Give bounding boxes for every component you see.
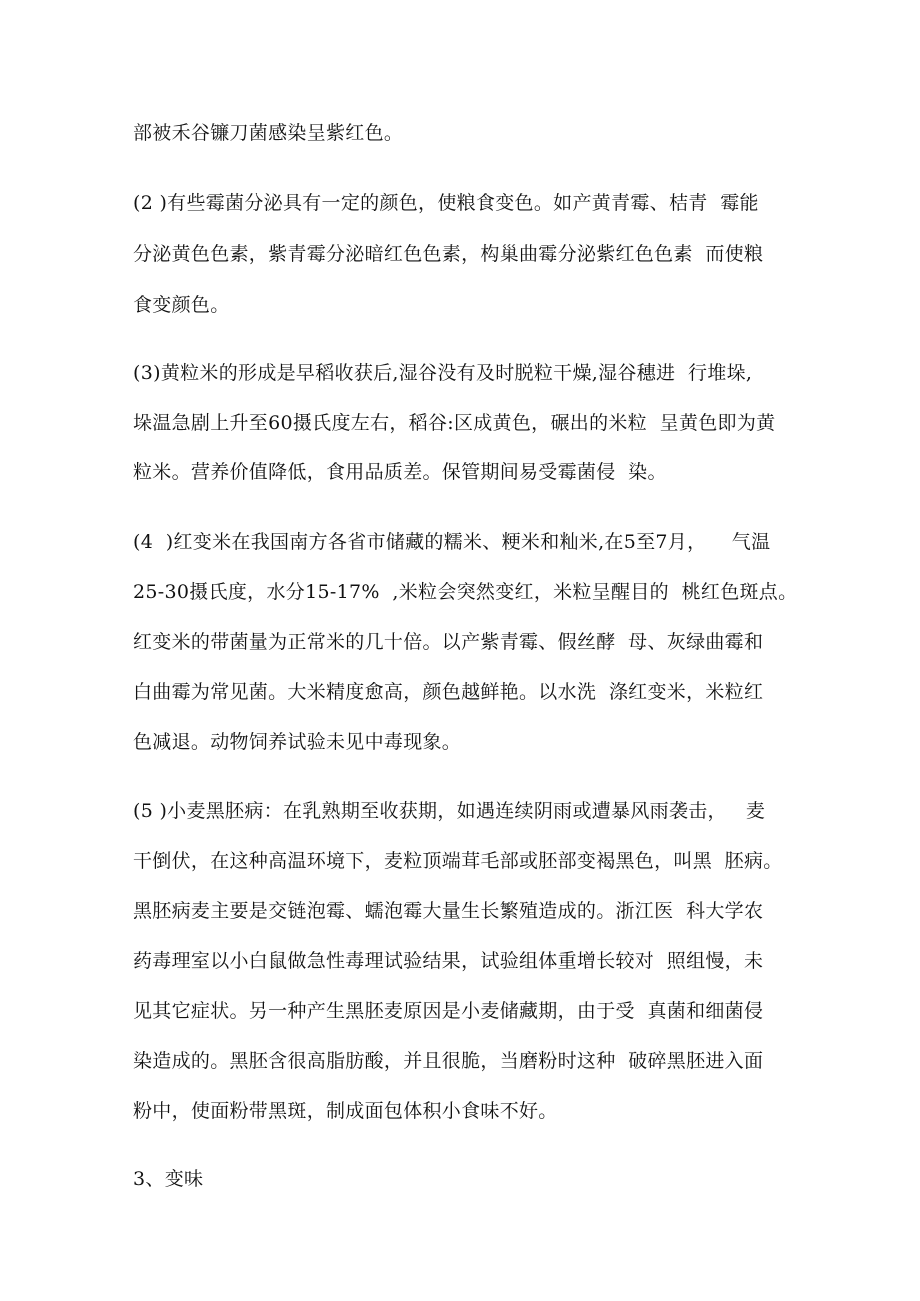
paragraph-3-line-1: (3)黄粒米的形成是早稻收获后,湿谷没有及时脱粒干燥,湿谷穗进 行堆垛, <box>133 362 753 384</box>
paragraph-4-line-1: (4 )红变米在我国南方各省市储藏的糯米、粳米和籼米,在5至7月， 气温 <box>133 531 771 553</box>
paragraph-3-line-3: 粒米。营养价值降低，食用品质差。保管期间易受霉菌侵 染。 <box>133 461 667 483</box>
paragraph-5-line-1: (5 )小麦黑胚病：在乳熟期至收获期，如遇连续阴雨或遭暴风雨袭击， 麦 <box>133 800 766 822</box>
paragraph-2-line-2: 分泌黄色色素，紫青霉分泌暗红色色素，构巢曲霉分泌紫红色色素 而使粮 <box>133 243 764 265</box>
paragraph-1-line-1: 部被禾谷镰刀菌感染呈紫红色。 <box>133 122 404 144</box>
paragraph-2-line-3: 食变颜色。 <box>133 294 230 316</box>
section-heading: 3、变味 <box>133 1168 204 1190</box>
paragraph-4-line-5: 色减退。动物饲养试验未见中毒现象。 <box>133 731 462 753</box>
paragraph-5-line-3: 黑胚病麦主要是交链泡霉、蠕泡霉大量生长繁殖造成的。浙江医 科大学农 <box>133 900 764 922</box>
paragraph-2-line-1: (2 )有些霉菌分泌具有一定的颜色，使粮食变色。如产黄青霉、桔青 霉能 <box>133 192 759 214</box>
paragraph-5-line-5: 见其它症状。另一种产生黑胚麦原因是小麦储藏期，由于受 真菌和细菌侵 <box>133 1000 764 1022</box>
paragraph-5-line-4: 药毒理室以小白鼠做急性毒理试验结果，试验组体重增长较对 照组慢，未 <box>133 950 764 972</box>
paragraph-3-line-2: 垛温急剧上升至60摄氏度左右，稻谷:区成黄色，碾出的米粒 呈黄色即为黄 <box>133 412 776 434</box>
paragraph-4-line-4: 白曲霉为常见菌。大米精度愈高，颜色越鲜艳。以水洗 涤红变米，米粒红 <box>133 681 764 703</box>
paragraph-5-line-7: 粉中，使面粉带黑斑，制成面包体积小食味不好。 <box>133 1100 558 1122</box>
paragraph-5-line-2: 干倒伏，在这种高温环境下，麦粒顶端茸毛部或胚部变褐黑色，叫黑 胚病。 <box>133 850 783 872</box>
paragraph-5-line-6: 染造成的。黑胚含很高脂肪酸，并且很脆，当磨粉时这种 破碎黑胚进入面 <box>133 1050 764 1072</box>
paragraph-4-line-3: 红变米的带菌量为正常米的几十倍。以产紫青霉、假丝酵 母、灰绿曲霉和 <box>133 631 764 653</box>
paragraph-4-line-2: 25-30摄氏度，水分15-17% ,米粒会突然变红，米粒呈醒目的 桃红色斑点。 <box>133 581 798 603</box>
